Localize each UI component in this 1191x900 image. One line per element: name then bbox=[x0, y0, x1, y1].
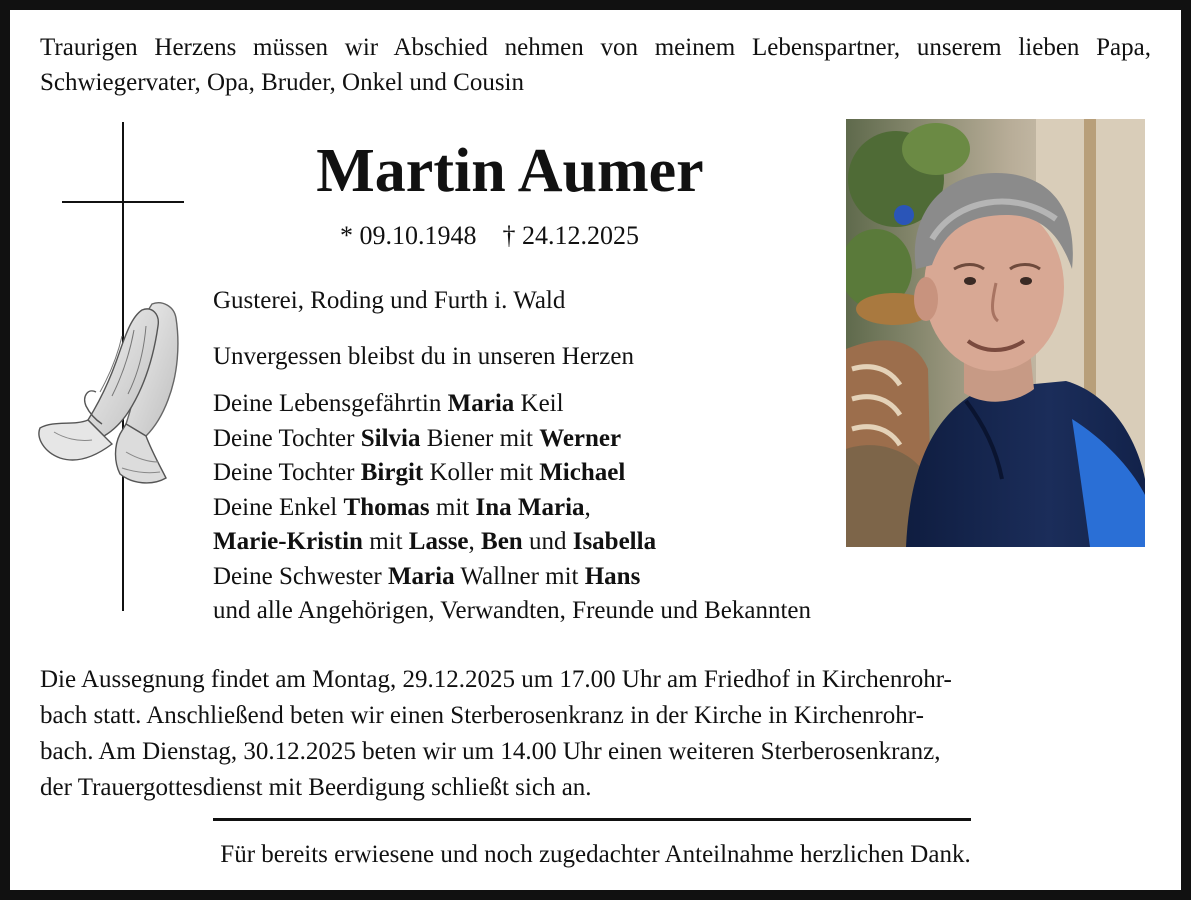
mourner-name: Hans bbox=[584, 562, 641, 590]
mourner-text: und bbox=[522, 528, 573, 555]
motto-text: Unvergessen bleibst du in unseren Herzen bbox=[213, 343, 634, 370]
deceased-name: Martin Aumer bbox=[316, 137, 704, 205]
service-line: Die Aussegnung findet am Montag, 29.12.2025 um 17.00 Uhr am Friedhof in Kirchenrohr- bbox=[40, 666, 952, 693]
service-line: der Trauergottesdienst mit Beerdigung schließt sich an. bbox=[40, 774, 592, 801]
portrait-photo bbox=[846, 119, 1145, 547]
service-line: bach. Am Dienstag, 30.12.2025 beten wir um 14.00 Uhr einen weiteren Sterberosenkranz, bbox=[40, 738, 941, 765]
mourner-text: , bbox=[468, 528, 482, 555]
mourner-name: Michael bbox=[539, 459, 626, 486]
mourner-name: Ben bbox=[481, 528, 523, 555]
thanks-text: Für bereits erwiesene und noch zugedachter Anteilnahme herzlichen Dank. bbox=[220, 841, 971, 868]
mourner-text: mit bbox=[362, 528, 409, 555]
mourner-line bbox=[213, 525, 953, 560]
places-text: Gusterei, Roding und Furth i. Wald bbox=[213, 287, 566, 314]
mourner-line bbox=[213, 456, 953, 491]
mourner-text: Koller mit bbox=[423, 459, 540, 486]
mourner-name: Marie-Kristin bbox=[213, 528, 363, 555]
death-date: † 24.12.2025 bbox=[502, 221, 639, 250]
mourner-name: Ina Maria bbox=[475, 493, 585, 521]
mourners-list bbox=[213, 387, 953, 629]
mourner-line bbox=[213, 560, 953, 595]
mourner-name: Maria bbox=[387, 562, 455, 590]
mourner-name: Werner bbox=[539, 424, 622, 452]
mourner-name: Silvia bbox=[360, 424, 421, 452]
mourner-text: mit bbox=[429, 493, 476, 521]
mourner-text: , bbox=[584, 493, 591, 521]
mourner-text: Deine Tochter bbox=[213, 424, 361, 452]
mourner-line bbox=[213, 387, 953, 422]
mourner-name: Thomas bbox=[343, 493, 430, 521]
life-dates bbox=[340, 218, 639, 254]
mourner-text: Deine Lebensgefährtin bbox=[213, 390, 448, 417]
mourner-name: Lasse bbox=[408, 528, 469, 555]
service-info bbox=[40, 662, 1151, 806]
mourner-line bbox=[213, 422, 953, 457]
mourner-text: Keil bbox=[514, 390, 564, 417]
praying-hands-icon bbox=[34, 296, 184, 490]
divider-line bbox=[213, 818, 971, 821]
mourner-line bbox=[213, 594, 953, 629]
mourner-text: Biener mit bbox=[420, 424, 540, 452]
mourner-name: Isabella bbox=[572, 528, 657, 555]
birth-date: * 09.10.1948 bbox=[340, 221, 477, 250]
mourner-text: Deine Enkel bbox=[213, 493, 344, 521]
mourner-text: und alle Angehörigen, Verwandten, Freunde und Bekannten bbox=[213, 597, 811, 624]
intro-text: Traurigen Herzens müssen wir Abschied nehmen von meinem Lebenspartner, unserem lieben Papa, Schwiegervater, Opa, Bruder, Onkel und Cousin bbox=[40, 34, 1151, 96]
cross-bar bbox=[62, 201, 184, 203]
mourner-line bbox=[213, 491, 953, 526]
mourner-text: Wallner mit bbox=[454, 562, 585, 590]
service-line: bach statt. Anschließend beten wir einen Sterberosenkranz in der Kirche in Kirchenrohr- bbox=[40, 702, 924, 729]
mourner-text: Deine Tochter bbox=[213, 459, 361, 486]
mourner-text: Deine Schwester bbox=[213, 562, 388, 590]
mourner-name: Birgit bbox=[360, 459, 424, 486]
mourner-name: Maria bbox=[447, 390, 515, 417]
